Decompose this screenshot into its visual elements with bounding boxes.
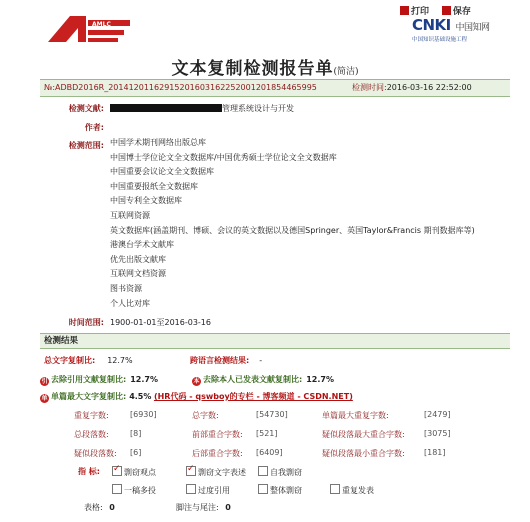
stat-value: [6] bbox=[130, 448, 142, 457]
range-item: 互联网资源 bbox=[110, 210, 150, 220]
author-label: 作者: bbox=[84, 123, 104, 132]
stat-value: [6409] bbox=[256, 448, 283, 457]
stat-label: 总字数: bbox=[192, 411, 219, 420]
indicator-item[interactable]: 重复发表 bbox=[330, 484, 374, 496]
range-item: 中国学术期刊网络出版总库 bbox=[110, 138, 206, 147]
stat-value: [2479] bbox=[424, 410, 451, 419]
excl-ref-ratio: 引 去除引用文献复制比: 12.7% bbox=[41, 375, 158, 385]
stat-value: [54730] bbox=[256, 410, 288, 419]
check-time: 检测时间:2016-03-16 22:52:00 bbox=[352, 83, 472, 92]
stat-value: [3075] bbox=[424, 429, 451, 438]
amlc-logo bbox=[48, 16, 130, 42]
indicator-item[interactable]: 自我剽窃 bbox=[258, 466, 302, 478]
indicator-item[interactable]: 过度引用 bbox=[186, 484, 230, 496]
save-icon bbox=[442, 6, 451, 15]
checkbox[interactable] bbox=[330, 484, 340, 494]
single-icon: 单 bbox=[41, 395, 48, 402]
range-item: 中国重要会议论文全文数据库 bbox=[110, 167, 214, 177]
report-number: №:ADBD2016R_20141201162915201603162252001201854465995 bbox=[44, 83, 317, 92]
excl-self-ratio: 本 去除本人已发表文献复制比: 12.7% bbox=[193, 375, 334, 385]
time-label: 时间范围: bbox=[68, 318, 104, 327]
notes-count: 脚注与尾注: 0 bbox=[176, 503, 231, 512]
report-id-bar bbox=[40, 79, 510, 97]
cross-language-result: 跨语言检测结果: - bbox=[190, 356, 263, 365]
checkbox[interactable] bbox=[186, 484, 196, 494]
indicator-item[interactable]: ✓ 剽窃观点 bbox=[112, 466, 156, 478]
quote-icon: 引 bbox=[41, 378, 48, 385]
stat-value: [6930] bbox=[130, 410, 157, 419]
range-item: 港澳台学术文献库 bbox=[110, 240, 174, 250]
checkbox[interactable] bbox=[258, 484, 268, 494]
indicator-label: 指 标: bbox=[78, 467, 100, 476]
range-item: 图书资源 bbox=[110, 283, 142, 293]
single-max-ratio: 单 单篇最大文字复制比: 4.5% (HR代码 - qswboy的专栏 - 博客频道 - CSDN.NET) bbox=[41, 392, 353, 402]
self-icon: 本 bbox=[193, 378, 200, 385]
range-item: 英文数据库(涵盖期刊、博硕、会议的英文数据以及德国Springer、英国Taylor&Francis 期刊数据库等) bbox=[110, 225, 475, 235]
range-label: 检测范围: bbox=[68, 141, 104, 150]
stat-label: 前部重合字数: bbox=[192, 430, 243, 439]
title-note: (简洁) bbox=[333, 67, 359, 77]
range-item: 中国重要报纸全文数据库 bbox=[110, 181, 198, 191]
logo-text: AMLC bbox=[92, 21, 111, 28]
checkbox[interactable] bbox=[186, 466, 196, 476]
stat-value: [8] bbox=[130, 429, 142, 438]
doc-label: 检测文献: bbox=[68, 104, 104, 113]
range-item: 互联网文档资源 bbox=[110, 269, 166, 279]
results-section-bar: 检测结果 bbox=[40, 333, 510, 349]
time-value: 1900-01-01至2016-03-16 bbox=[110, 318, 211, 327]
stat-label: 疑似段落最小重合字数: bbox=[322, 449, 405, 458]
stat-value: [521] bbox=[256, 429, 278, 438]
redacted-block bbox=[110, 104, 222, 112]
stat-label: 疑似段落最大重合字数: bbox=[322, 430, 405, 439]
checkbox[interactable] bbox=[112, 484, 122, 494]
single-source-link[interactable]: (HR代码 - qswboy的专栏 - 博客频道 - CSDN.NET) bbox=[153, 392, 353, 401]
stat-label: 总段落数: bbox=[74, 430, 109, 439]
range-item: 优先出版文献库 bbox=[110, 254, 166, 264]
range-item: 中国专利全文数据库 bbox=[110, 196, 182, 206]
doc-title: 管理系统设计与开发 bbox=[110, 103, 294, 114]
total-copy-ratio: 总文字复制比: 12.7% bbox=[44, 356, 133, 365]
range-list bbox=[110, 136, 475, 311]
cnki-logo: CNKI 中国知网 中国知识基础设施工程 bbox=[412, 16, 492, 43]
tables-count: 表格: 0 bbox=[84, 503, 115, 512]
save-button[interactable]: 保存 bbox=[442, 7, 471, 17]
cnki-subtitle: 中国知识基础设施工程 bbox=[412, 37, 468, 43]
checkbox[interactable] bbox=[112, 466, 122, 476]
indicator-item[interactable]: 一稿多投 bbox=[112, 484, 156, 496]
stat-label: 单篇最大重复字数: bbox=[322, 411, 389, 420]
report-title: 文本复制检测报告单(简洁) bbox=[171, 59, 359, 79]
printer-icon bbox=[400, 6, 409, 15]
stat-value: [181] bbox=[424, 448, 446, 457]
range-item: 个人比对库 bbox=[110, 298, 150, 308]
stat-label: 疑似段落数: bbox=[74, 449, 117, 458]
indicator-item[interactable]: 整体剽窃 bbox=[258, 484, 302, 496]
checkbox[interactable] bbox=[258, 466, 268, 476]
stat-label: 后部重合字数: bbox=[192, 449, 243, 458]
range-item: 中国博士学位论文全文数据库/中国优秀硕士学位论文全文数据库 bbox=[110, 152, 337, 162]
stat-label: 重复字数: bbox=[74, 411, 109, 420]
cnki-mark: CNKI bbox=[412, 16, 451, 34]
print-button[interactable]: 打印 bbox=[400, 7, 429, 17]
indicator-item[interactable]: ✓ 剽窃文字表述 bbox=[186, 466, 246, 478]
